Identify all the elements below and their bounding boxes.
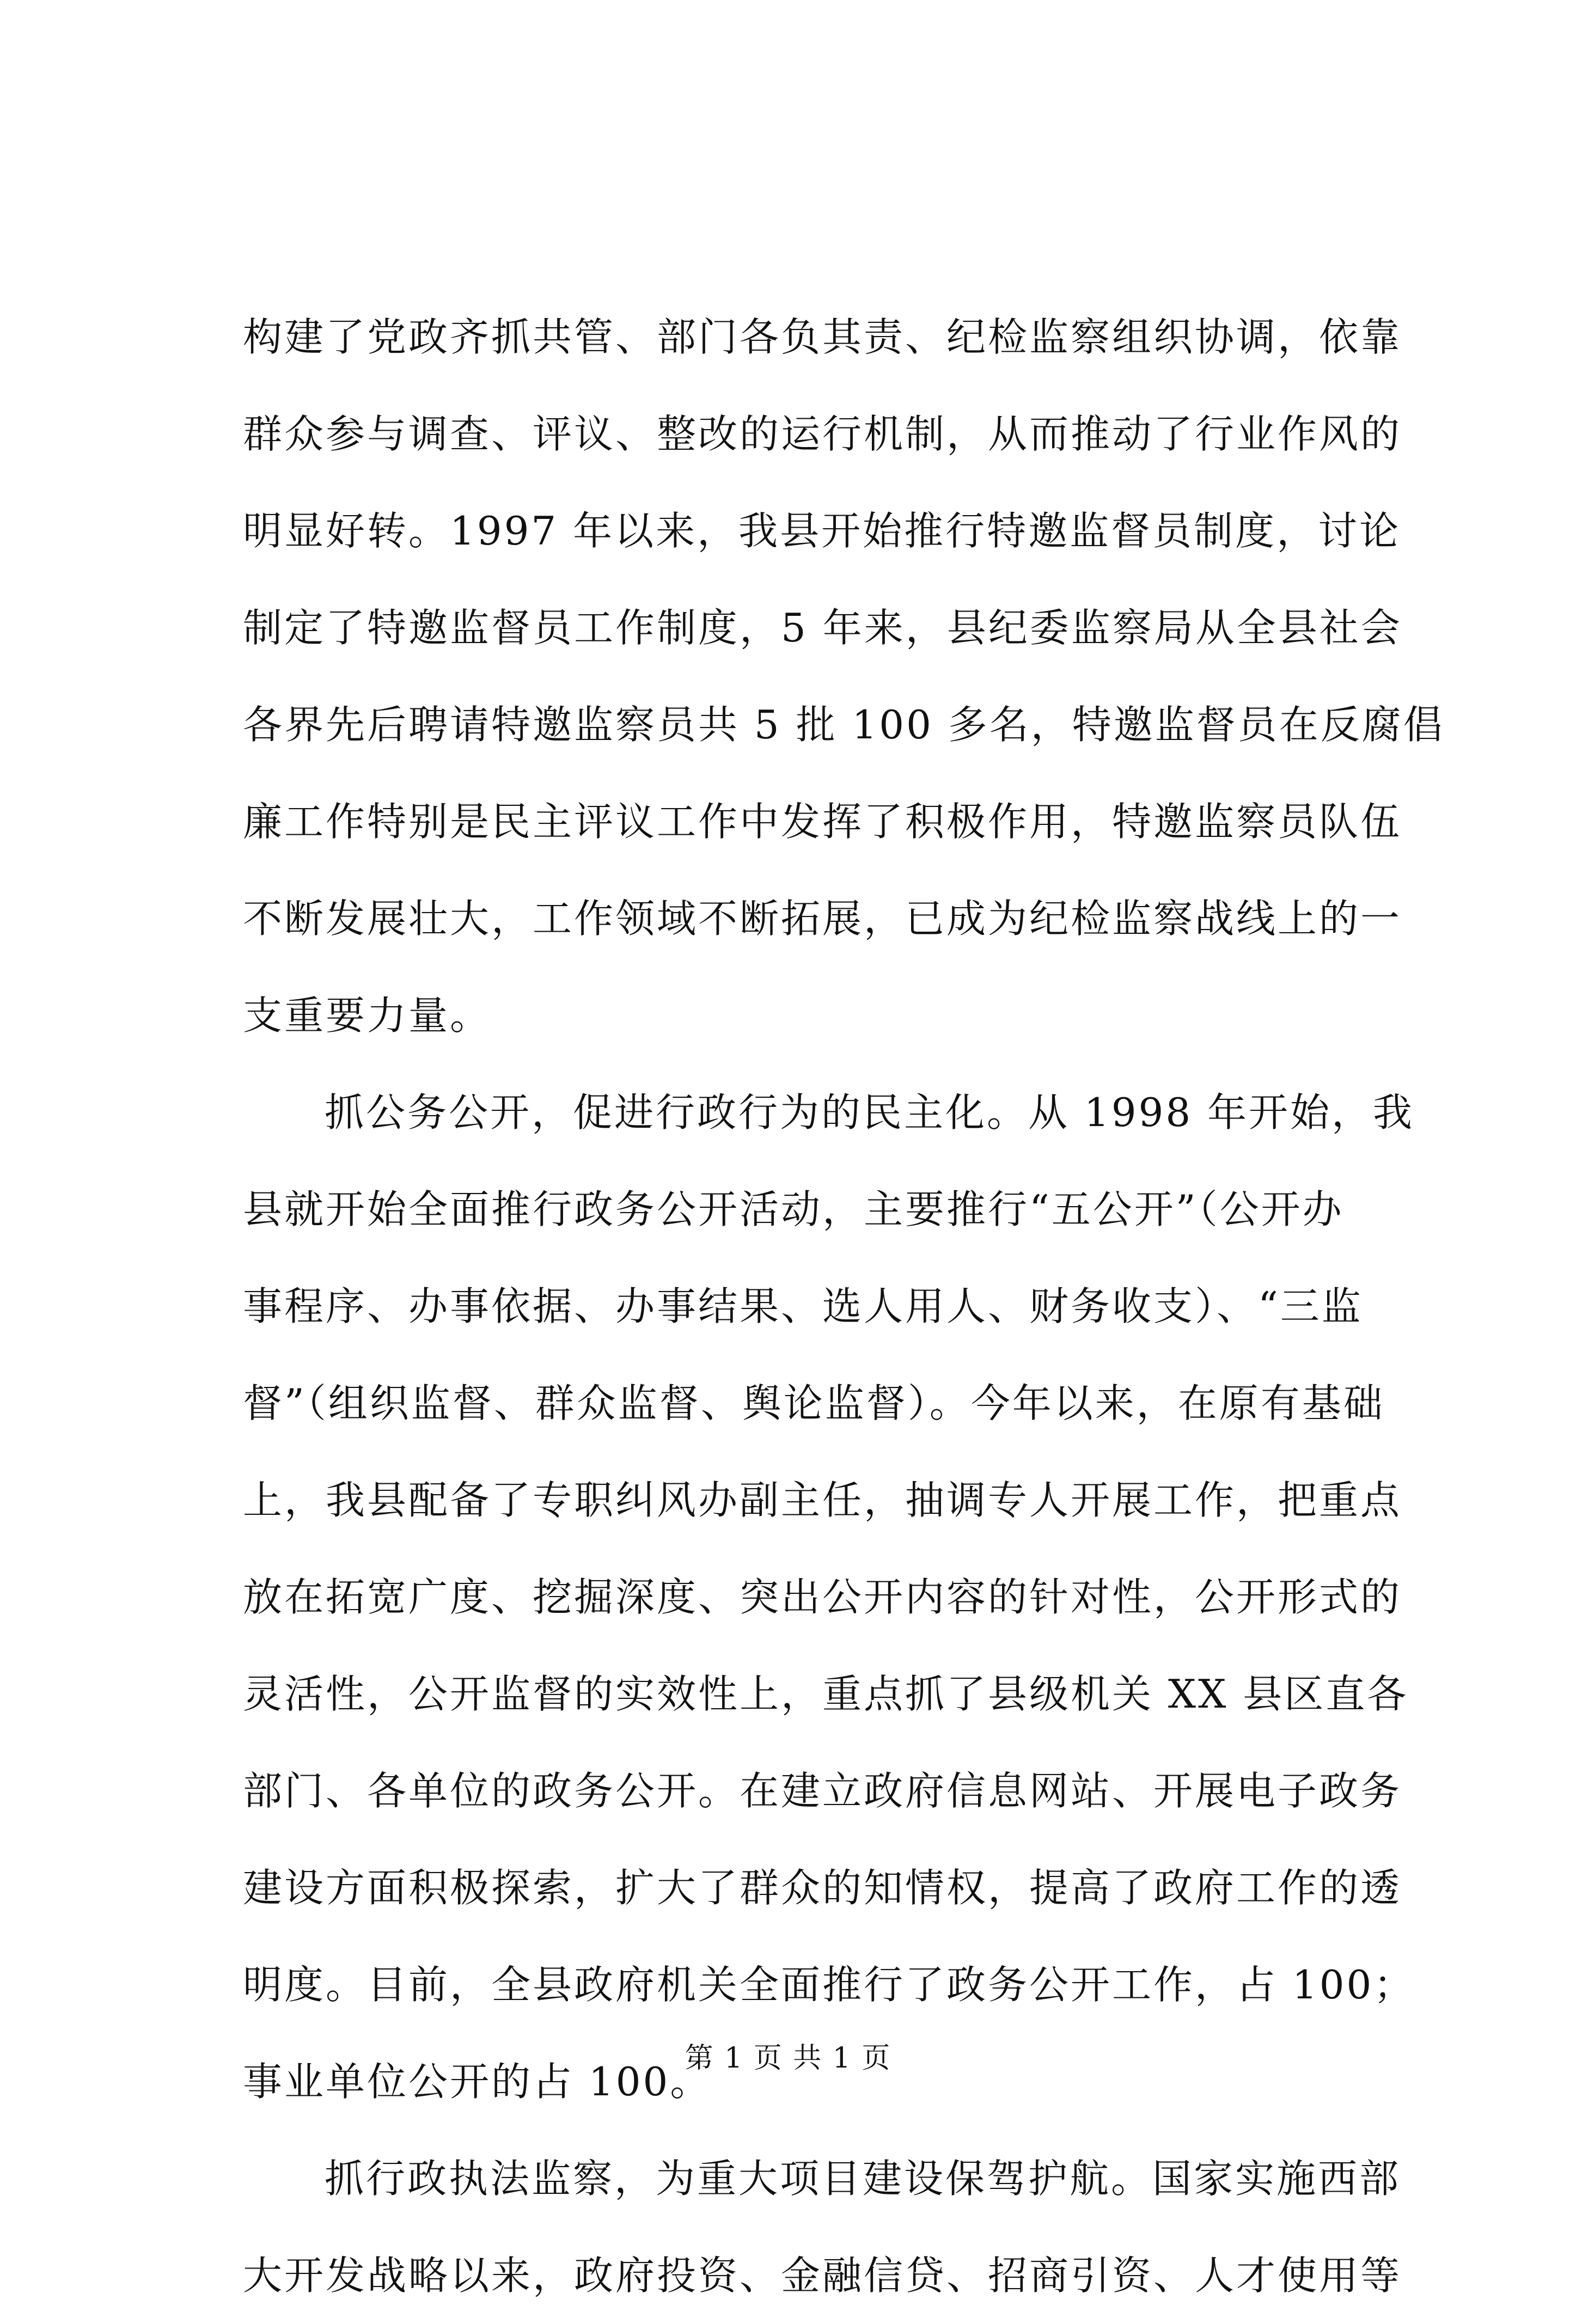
text-line: 事业单位公开的占 100。 — [243, 2059, 712, 2105]
text-line: 部门、各单位的政务公开。在建立政府信息网站、开展电子政务 — [243, 1768, 1402, 1814]
text-line: 上，我县配备了专职纠风办副主任，抽调专人开展工作，把重点 — [243, 1477, 1402, 1523]
text-line: 督”（组织监督、群众监督、舆论监督）。今年以来，在原有基础 — [243, 1380, 1385, 1426]
text-line: 县就开始全面推行政务公开活动，主要推行“五公开”（公开办 — [243, 1187, 1344, 1232]
text-line: 大开发战略以来，政府投资、金融信贷、招商引资、人才使用等 — [243, 2253, 1402, 2298]
page-footer — [0, 2039, 1576, 2077]
text-line: 制定了特邀监督员工作制度，5 年来，县纪委监察局从全县社会 — [243, 605, 1402, 651]
text-line: 各界先后聘请特邀监察员共 5 批 100 多名，特邀监督员在反腐倡 — [243, 702, 1445, 748]
page-number-label: 第 1 页 共 1 页 — [685, 2042, 891, 2075]
text-line: 建设方面积极探索，扩大了群众的知情权，提高了政府工作的透 — [243, 1865, 1402, 1911]
paragraph-start-line: 抓公务公开，促进行政行为的民主化。从 1998 年开始，我 — [325, 1090, 1415, 1135]
text-line: 构建了党政齐抓共管、部门各负其责、纪检监察组织协调，依靠 — [243, 314, 1402, 360]
text-line: 支重要力量。 — [243, 993, 492, 1038]
text-line: 明度。目前，全县政府机关全面推行了政务公开工作，占 100； — [243, 1962, 1415, 2008]
text-line: 廉工作特别是民主评议工作中发挥了积极作用，特邀监察员队伍 — [243, 799, 1402, 845]
text-line: 事程序、办事依据、办事结果、选人用人、财务收支）、“三监 — [243, 1283, 1363, 1329]
paragraph-start-line: 抓行政执法监察，为重大项目建设保驾护航。国家实施西部 — [325, 2156, 1401, 2201]
text-line: 放在拓宽广度、挖掘深度、突出公开内容的针对性，公开形式的 — [243, 1574, 1402, 1620]
document-body — [243, 289, 1445, 2324]
text-line: 不断发展壮大，工作领域不断拓展，已成为纪检监察战线上的一 — [243, 896, 1402, 941]
text-line: 灵活性，公开监督的实效性上，重点抓了县级机关 XX 县区直各 — [243, 1671, 1409, 1717]
text-line: 明显好转。1997 年以来，我县开始推行特邀监督员制度，讨论 — [243, 508, 1401, 554]
text-line: 群众参与调查、评议、整改的运行机制，从而推动了行业作风的 — [243, 411, 1402, 457]
